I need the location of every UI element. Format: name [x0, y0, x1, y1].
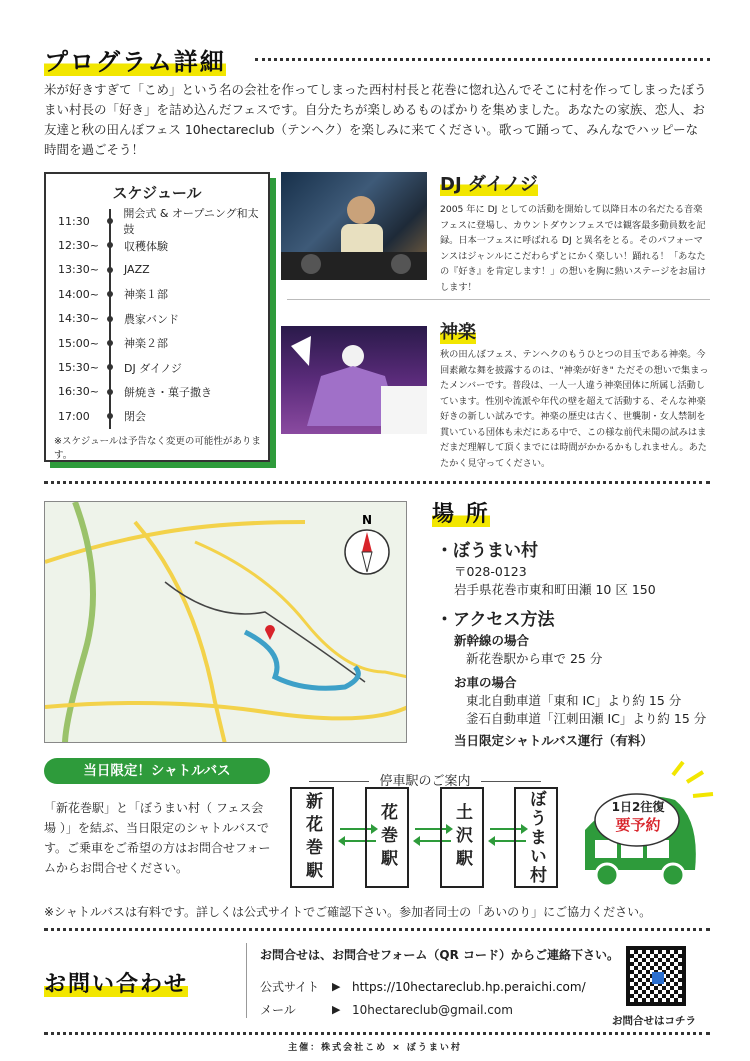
section-heading-contact: お問い合わせ — [44, 972, 189, 997]
section-heading-program: プログラム詳細 — [44, 48, 226, 76]
train-heading: 新幹線の場合 — [454, 633, 530, 648]
section-heading-place: 場 所 — [432, 502, 490, 527]
schedule-time: 15:00~ — [58, 336, 99, 350]
schedule-row — [46, 258, 268, 282]
timeline-dot — [104, 282, 118, 306]
schedule-time: 17:00 — [58, 409, 90, 423]
site-arrow: ▶ — [332, 980, 341, 993]
schedule-time: 14:00~ — [58, 287, 99, 301]
qr-code[interactable] — [626, 946, 686, 1006]
place-info — [436, 536, 716, 750]
kagura-photo — [281, 326, 427, 434]
train-text: 新花巻駅から車で 25 分 — [466, 651, 603, 666]
dj-block — [440, 170, 710, 295]
schedule-time: 11:30 — [58, 214, 90, 228]
badge-reservation: 要予約 — [615, 816, 661, 834]
timeline-dot — [104, 307, 118, 331]
kagura-text: 秋の田んぼフェス、テンヘクのもうひとつの目玉である神楽。今回素敵な舞を披露するのは、"神楽が好き" ただその想いで集まったメンバーです。普段は、一人一人違う神楽団体に所属し活動しています。性別や流派や年代の壁を超えて活動する、そんな神楽好きの新しい試みです。神楽の歴史は古く、世襲制・女人禁制を貫いている団体も未だにある中で、この様な前代未聞の試みはまだまだ理解して頂くまでには時間がかかるかもしれません。あたたかく見守ってください。 — [440, 349, 709, 469]
divider — [287, 299, 710, 300]
schedule-row — [46, 355, 268, 379]
schedule-time: 16:30~ — [58, 385, 99, 399]
badge-frequency: 1日2往復 — [611, 800, 665, 814]
bus-note: 当日限定シャトルバス運行（有料） — [454, 733, 653, 748]
site-link[interactable]: https://10hectareclub.hp.peraichi.com/ — [352, 980, 586, 994]
postal-code: 〒028-0123 — [454, 564, 527, 579]
venue-name: ・ぼうまい村 — [436, 541, 538, 561]
timeline-dot — [104, 258, 118, 282]
schedule-label: 神楽１部 — [124, 288, 168, 302]
schedule-row — [46, 282, 268, 306]
schedule-label: 収穫体験 — [124, 239, 168, 253]
shuttle-note: ※シャトルバスは有料です。詳しくは公式サイトでご確認下さい。参加者同士の「あいのり」にご協力ください。 — [44, 905, 652, 919]
schedule-card — [44, 172, 270, 462]
kagura-title: 神楽 — [440, 318, 476, 344]
footer: 主催：株式会社こめ × ぼうまい村 — [288, 1043, 462, 1053]
bus-badge — [575, 760, 720, 900]
timeline-dot — [104, 404, 118, 428]
schedule-row — [46, 404, 268, 428]
schedule-time: 13:30~ — [58, 263, 99, 277]
schedule-time: 12:30~ — [58, 239, 99, 253]
schedule-time: 15:30~ — [58, 361, 99, 375]
contact-lead: お問合せは、お問合せフォーム（QR コード）からご連絡下さい。 — [260, 948, 620, 962]
stop-hanamaki: 花巻駅 — [365, 787, 409, 888]
car-route-2: 釜石自動車道「江刺田瀬 IC」より約 15 分 — [466, 711, 707, 726]
schedule-title: スケジュール — [112, 184, 202, 202]
schedule-label: 神楽２部 — [124, 337, 168, 351]
stops-title: 停車駅のご案内 — [290, 770, 560, 789]
shuttle-tag: 当日限定！シャトルバス — [44, 758, 270, 784]
schedule-note: ※スケジュールは予告なく変更の可能性があります。 — [54, 435, 261, 461]
timeline-dot — [104, 233, 118, 257]
stop-shinhanamaki: 新花巻駅 — [290, 787, 334, 888]
kagura-block — [440, 318, 710, 471]
schedule-time: 14:30~ — [58, 312, 99, 326]
access-map — [44, 501, 407, 743]
dj-text: 2005 年に DJ としての活動を開始して以降日本の名だたる音楽フェスに登場し、カウントダウンフェスでは観客最多動員数を記録。日本一フェスに呼ばれる DJ と異名をとる。そのパフォーマンスはジャンルにこだわらずとにかく楽しい！踊れる！「あなたの『好き』を肯定します！」の想いを胸に熱いステージをお届けします！ — [440, 204, 707, 293]
address: 岩手県花巻市東和町田瀬 10 区 150 — [454, 582, 656, 597]
qr-caption: お問合せはコチラ — [612, 1015, 696, 1027]
timeline-dot — [104, 209, 118, 233]
contact-divider — [246, 943, 247, 1018]
site-label: 公式サイト — [260, 980, 320, 994]
stop-tsuchizawa: 土沢駅 — [440, 787, 484, 888]
stop-boumai: ぼうまい村 — [514, 787, 558, 888]
schedule-label: 開会式 & オープニング和太鼓 — [123, 207, 259, 237]
schedule-label: JAZZ — [124, 263, 150, 277]
shuttle-text: 「新花巻駅」と「ぼうまい村（ フェス会場 ）」を結ぶ、当日限定のシャトルバスです。ご乗車をご希望の方はお問合せフォームからお問合せください。 — [44, 801, 271, 875]
timeline-dot — [104, 331, 118, 355]
access-heading: ・アクセス方法 — [436, 610, 555, 630]
mail-link[interactable]: 10hectareclub@gmail.com — [352, 1003, 513, 1017]
schedule-label: 餅焼き・菓子撒き — [124, 385, 212, 399]
timeline-dot — [104, 355, 118, 379]
mail-arrow: ▶ — [332, 1003, 341, 1016]
schedule-label: DJ ダイノジ — [124, 361, 182, 375]
schedule-row — [46, 307, 268, 331]
schedule-row — [46, 380, 268, 404]
dj-photo — [281, 172, 427, 280]
schedule-label: 閉会 — [124, 410, 146, 424]
dj-title: DJ ダイノジ — [440, 170, 538, 196]
mail-label: メール — [260, 1003, 296, 1017]
schedule-label: 農家バンド — [124, 312, 179, 326]
compass-north: N — [362, 513, 373, 527]
program-intro: 米が好きすぎて「こめ」という名の会社を作ってしまった西村村長と花巻に惚れ込んでそこに村を作ってしまったぼうまい村長の「好き」を詰め込んだフェスです。自分たちが楽しめるものばかりを集めました。あなたの家族、恋人、お友達と秋の田んぼフェス 10hectareclub（テンヘク）を楽しみに来てください。歌って踊って、みんなでハッピーな時間を過ごそう！ — [44, 82, 707, 157]
car-heading: お車の場合 — [454, 675, 517, 690]
car-route-1: 東北自動車道「東和 IC」より約 15 分 — [466, 693, 682, 708]
schedule-row — [46, 331, 268, 355]
schedule-row — [46, 207, 268, 237]
timeline-dot — [104, 380, 118, 404]
